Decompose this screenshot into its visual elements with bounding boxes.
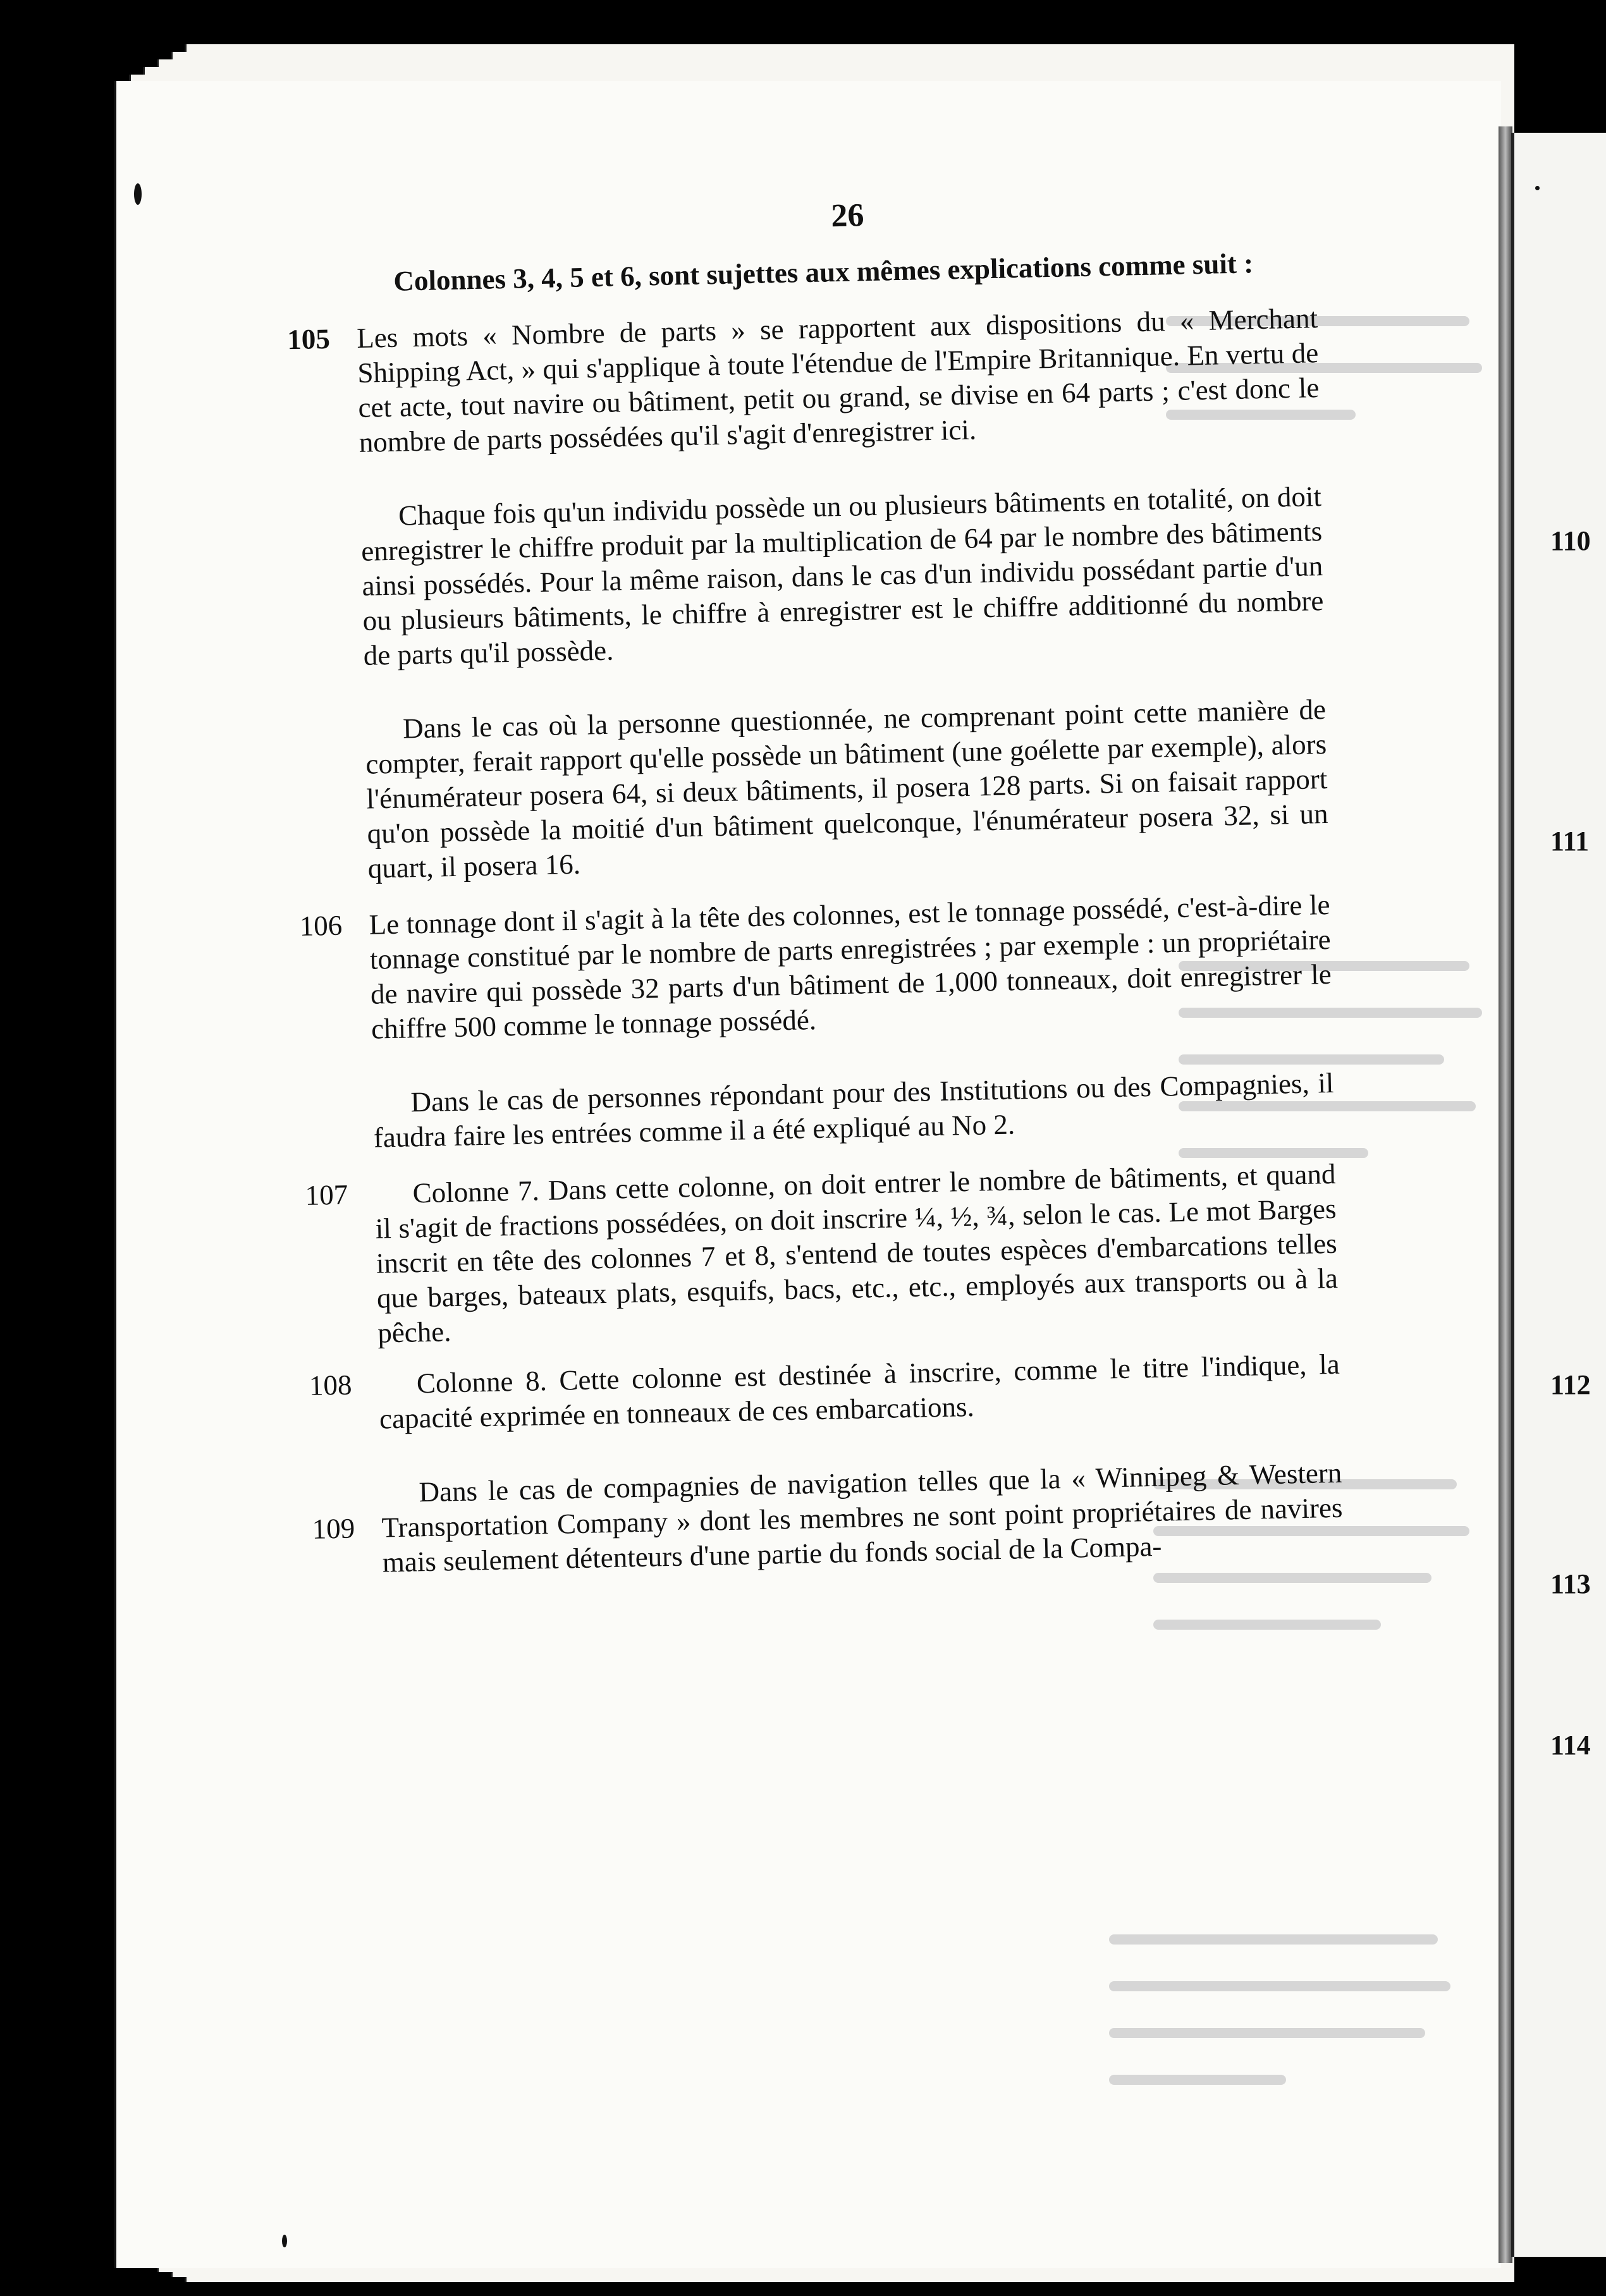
adjacent-margin-number: 110	[1550, 525, 1591, 556]
section-number: 109	[312, 1512, 355, 1545]
section-107	[305, 1157, 1339, 1351]
section-number: 108	[309, 1369, 352, 1401]
bleed-through-text	[1109, 1914, 1463, 2101]
intro-paragraph: Colonnes 3, 4, 5 et 6, sont sujettes aux mêmes explications comme suit :	[393, 247, 1254, 297]
section-paragraph: Chaque fois qu'un individu possède un ou plusieurs bâtiments en totalité, on doit enregistrer le chiffre produit par la multiplication de 64 par le nombre des bâtiments ainsi possédés. Pour la même raison, dans le cas d'un individu possédant partie d'un ou plusieurs bâtiments, le chiffre à enregistrer est le chiffre additionné du nombre de parts qu'il possède.	[360, 480, 1324, 671]
ink-speck	[134, 183, 142, 205]
adjacent-margin-number: 113	[1550, 1568, 1591, 1599]
page-number: 26	[830, 197, 864, 235]
section-paragraph: Les mots « Nombre de parts » se rapportent aux dispositions du « Merchant Shipping Act, » qui s'applique à toute l'étendue de l'Empire Britannique. En vertu de cet acte, tout navire ou bâtiment, petit ou grand, se divise en 64 parts ; c'est donc le nombre de parts possédées qu'il s'agit d'enregistrer ici.	[356, 302, 1320, 458]
page-content	[286, 188, 1344, 1619]
section-106	[299, 888, 1335, 1156]
ink-speck	[282, 2235, 287, 2247]
adjacent-margin-number: 112	[1550, 1369, 1591, 1400]
section-108	[309, 1347, 1340, 1437]
adjacent-page	[1511, 133, 1606, 2257]
section-105	[286, 301, 1329, 886]
section-paragraph: Colonne 7. Dans cette colonne, on doit entrer le nombre de bâtiments, et quand il s'agit de fractions possédées, on doit inscrire ¼, ½, ¾, selon le cas. Le mot Barges inscrit en tête des colonnes 7 et 8, s'entend de toutes espèces d'embarcations telles que barges, bateaux plats, esquifs, bacs, etc., etc., employés aux transports ou à la pêche.	[375, 1157, 1339, 1349]
section-109	[312, 1456, 1344, 1580]
section-number: 106	[299, 909, 343, 943]
section-paragraph: Dans le cas où la personne questionnée, ne comprenant point cette manière de compter, ferait rapport qu'elle possède un bâtiment (une goélette par exemple), alors l'énumérateur posera 64, si deux bâtiments, il posera 128 parts. Si on faisait rapport qu'on possède la moitié d'un bâtiment quelconque, l'énumérateur posera 32, si un quart, il posera 16.	[365, 693, 1328, 884]
section-number: 107	[305, 1178, 348, 1211]
section-paragraph: Dans le cas de personnes répondant pour des Institutions ou des Compagnies, il faudra faire les entrées comme il a été expliqué au No 2.	[373, 1066, 1334, 1154]
section-number: 105	[286, 322, 331, 356]
adjacent-margin-number: 111	[1550, 826, 1590, 857]
book-gutter	[1499, 126, 1512, 2263]
adjacent-margin-number: 114	[1550, 1730, 1591, 1761]
section-paragraph: Le tonnage dont il s'agit à la tête des colonnes, est le tonnage possédé, c'est-à-dire le tonnage constitué par le nombre de parts enregistrées ; par exemple : un propriétaire de navire qui possède 32 parts d'un bâtiment de 1,000 tonneaux, doit enregistrer le chiffre 500 comme le tonnage possédé.	[369, 888, 1332, 1045]
ink-speck	[1535, 186, 1540, 190]
section-paragraph: Dans le cas de compagnies de navigation telles que la « Winnipeg & Western Transportation Company » dont les membres ne sont point propriétaires de navires mais seulement détenteurs d'une partie du fonds social de la Compa-	[381, 1456, 1343, 1578]
section-paragraph: Colonne 8. Cette colonne est destinée à inscrire, comme le titre l'indique, la capacité exprimée en tonneaux de ces embarcations.	[379, 1348, 1340, 1435]
